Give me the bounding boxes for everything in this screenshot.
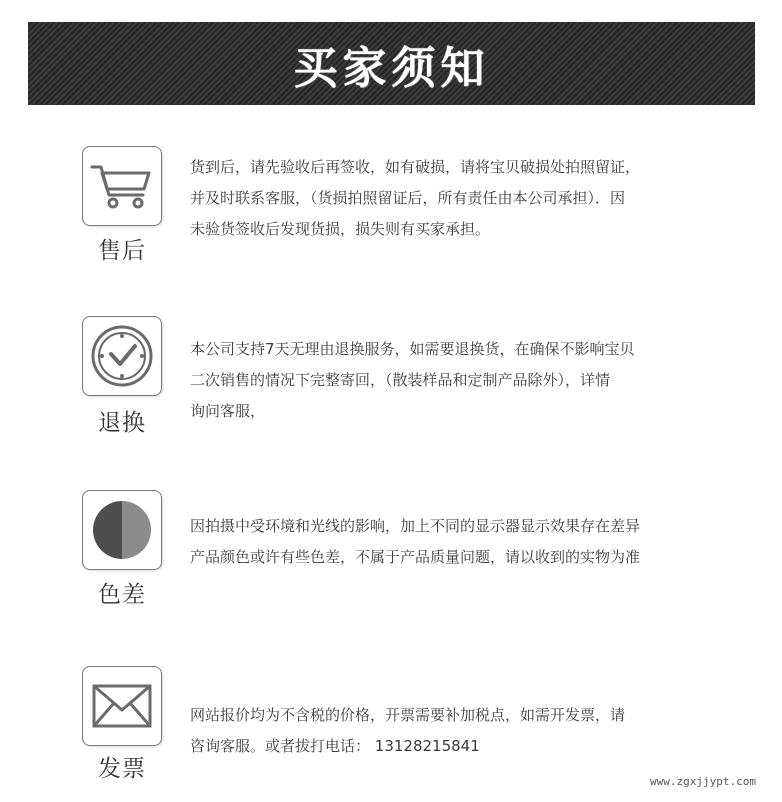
- shopping-cart-icon: [82, 146, 162, 226]
- watermark-url: www.zgxjjypt.com: [650, 775, 756, 788]
- section-description: [190, 152, 750, 245]
- section-description: [190, 334, 750, 427]
- description-line: 询问客服，: [190, 402, 266, 420]
- section-description: [190, 511, 750, 573]
- description-line: 咨询客服。或者拔打电话： 13128215841: [190, 737, 480, 755]
- description-line: 本公司支持7天无理由退换服务，如需要退换货，在确保不影响宝贝: [190, 340, 635, 358]
- section-description: [190, 700, 750, 762]
- color-difference-icon: [82, 490, 162, 570]
- section-label: 色差: [98, 582, 146, 608]
- section-label: 退换: [98, 410, 146, 436]
- section-label: 售后: [98, 238, 146, 264]
- page-title: 买家须知: [293, 42, 490, 94]
- description-line: 网站报价均为不含税的价格，开票需要补加税点，如需开发票，请: [190, 706, 626, 724]
- header-banner: [28, 22, 755, 105]
- section-label: 发票: [98, 756, 146, 782]
- description-line: 二次销售的情况下完整寄回，（散装样品和定制产品除外），详情: [190, 371, 611, 389]
- description-line: 因拍摄中受环境和光线的影响，加上不同的显示器显示效果存在差异: [190, 517, 641, 535]
- envelope-icon: [82, 666, 162, 746]
- clock-check-icon: [82, 316, 162, 396]
- description-line: 货到后，请先验收后再签收，如有破损，请将宝贝破损处拍照留证，: [190, 158, 641, 176]
- description-line: 产品颜色或许有些色差，不属于产品质量问题，请以收到的实物为准: [190, 548, 641, 566]
- description-line: 并及时联系客服，（货损拍照留证后，所有责任由本公司承担）．因: [190, 189, 626, 207]
- description-line: 未验货签收后发现货损，损失则有买家承担。: [190, 220, 491, 238]
